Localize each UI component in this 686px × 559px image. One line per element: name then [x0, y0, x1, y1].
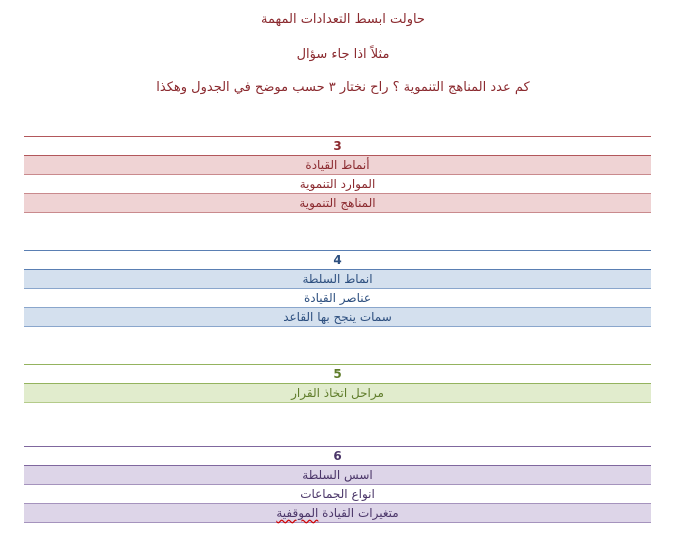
group-item: المناهج التنموية	[24, 194, 651, 213]
group-item: الموارد التنموية	[24, 175, 651, 194]
group-item-compound	[24, 504, 651, 523]
group-item: سمات ينجح بها القاعد	[24, 308, 651, 327]
group-number: 6	[24, 446, 651, 466]
item-text: متغيرات القيادة	[322, 506, 399, 520]
group-item: أنماط القيادة	[24, 156, 651, 175]
group-number: 4	[24, 250, 651, 270]
group-6-table	[24, 446, 651, 523]
intro-line-3: كم عدد المناهج التنموية ؟ راح نختار ٣ حسب موضح في الجدول وهكذا	[156, 80, 530, 95]
group-item: انواع الجماعات	[24, 485, 651, 504]
group-item: مراحل اتخاذ القرار	[24, 384, 651, 403]
group-item: اسس السلطة	[24, 466, 651, 485]
group-4-table	[24, 250, 651, 327]
group-item: عناصر القيادة	[24, 289, 651, 308]
group-3-table	[24, 136, 651, 213]
group-item: انماط السلطة	[24, 270, 651, 289]
intro-line-1: حاولت ابسط التعدادات المهمة	[261, 12, 425, 27]
misspelled-word: الموقفية	[276, 506, 319, 520]
intro-line-2: مثلاً اذا جاء سؤال	[296, 47, 390, 62]
group-5-table	[24, 364, 651, 403]
group-number: 5	[24, 364, 651, 384]
group-number: 3	[24, 136, 651, 156]
